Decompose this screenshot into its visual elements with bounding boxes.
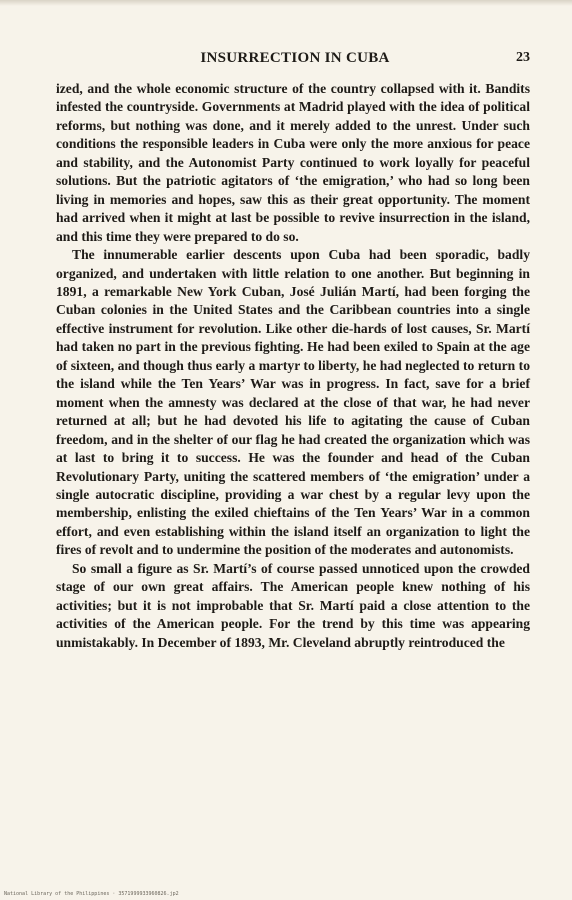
paragraph-3: So small a figure as Sr. Martí’s of course passed unnoticed upon the crowded stage of our own great affairs. The American people knew nothing of his activities; but it is not improbable that Sr. Martí paid a close attention to the activities of the American people. For the trend by this time was appearing unmistakably. In December of 1893, Mr. Cleveland abruptly reintroduced the [56, 560, 530, 650]
page-number: 23 [516, 50, 530, 65]
paragraph-1: ized, and the whole economic structure of the country collapsed with it. Bandits infested the countryside. Governments at Madrid played with the idea of political reforms, but nothing was done, and it merely added to the unrest. Under such conditions the responsible leaders in Cuba were only the more anxious for peace and stability, and the Autonomist Party continued to work loyally for peaceful solutions. But the patriotic agitators of ‘the emigration,’ who had so long been living in memories and hopes, saw this as their great opportunity. The moment had arrived when it might at last be possible to revive insurrection in the island, and this time they were prepared to do so. [56, 81, 530, 244]
paragraph-2: The innumerable earlier descents upon Cuba had been sporadic, badly organized, and undertaken with little relation to one another. But beginning in 1891, a remarkable New York Cuban, José Julián Martí, had been forging the Cuban colonies in the United States and the Caribbean countries into a single effective instrument for revolution. Like other die-hards of lost causes, Sr. Martí had taken no part in the previous fighting. He had been exiled to Spain at the age of sixteen, and though thus early a martyr to liberty, he had neglected to return to the island while the Ten Years’ War was in progress. In fact, save for a brief moment when the amnesty was declared at the close of that war, he had never returned at all; but he had devoted his life to agitating the cause of Cuban freedom, and in the shelter of our flag he had created the organization which was at last to bring it to success. He was the founder and head of the Cuban Revolutionary Party, uniting the scattered members of ‘the emigration’ under a single autocratic discipline, providing a war chest by a regular levy upon the membership, enlisting the exiled chieftains of the Ten Years’ War in a common effort, and even establishing within the island itself an organization to light the fires of revolt and to undermine the position of the moderates and autonomists. [56, 247, 530, 558]
running-head [60, 50, 530, 72]
scan-footer-stamp: National Library of the Philippines · 3571999933960826.jp2 [4, 891, 179, 897]
page-edge [0, 0, 572, 6]
running-title: INSURRECTION IN CUBA [200, 50, 390, 66]
body-text [56, 80, 530, 652]
